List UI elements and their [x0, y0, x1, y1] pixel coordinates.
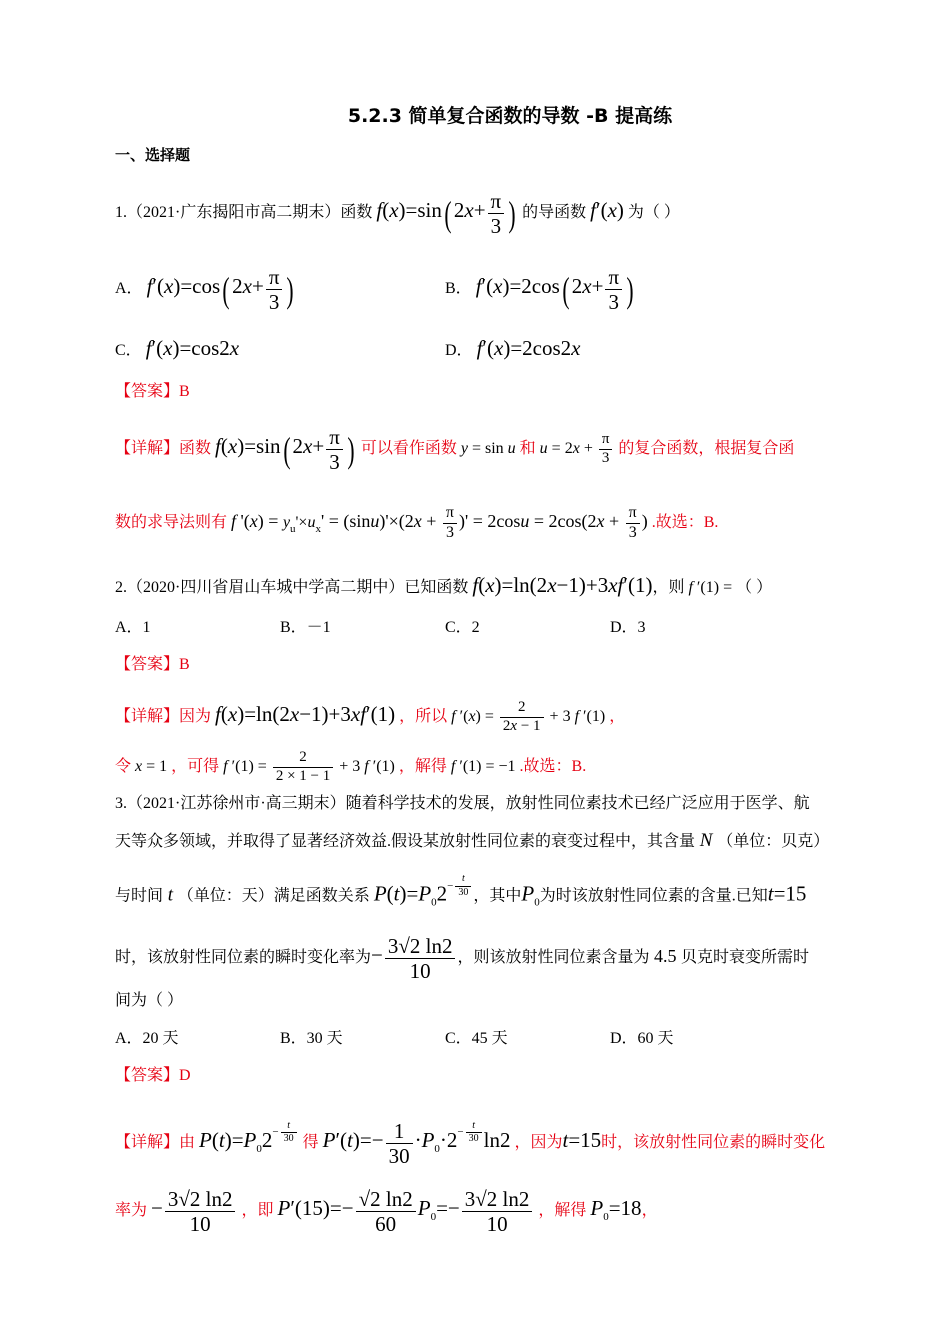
q2-detail-line1: 【详解】因为 f(x)=ln(2x−1)+3xf′(1) ，所以 f ′(x) = $\frac{2}{2x - 1}$ + 3 f ′(1) ，	[115, 699, 626, 734]
q3-detail-line1: 【详解】由 $P(t)=P_02^{- \frac{t}{30}}$ 得 P′(t)=− $\frac{1}{30}$ $\cdot P_0\cdot 2^{- \frac{t}{30}}$ ln2 ，因为t=15时，该放射性同位素的瞬时变化	[115, 1119, 826, 1169]
q1-function: f	[376, 198, 383, 223]
q3-option-b: B．30 天	[280, 1030, 343, 1047]
q3-line3: 与时间 t （单位：天）满足函数关系 $P(t)=P_02^{- \frac{t}{30}}$ ，其中$P_0$为时该放射性同位素的含量.已知t=15	[115, 873, 807, 909]
q1-stem-post: 为（ ）	[627, 204, 680, 222]
q3-option-d: D．60 天	[610, 1030, 674, 1047]
q1-option-c: C． f′(x)=cos2x	[115, 336, 240, 360]
q3-option-c: C．45 天	[445, 1030, 508, 1047]
q3-line5: 间为（ ）	[115, 992, 184, 1009]
q1-stem-pre: 1.（2021·广东揭阳市高二期末）函数	[115, 204, 373, 222]
q3-option-a: A．20 天	[115, 1030, 179, 1047]
q1-option-d: D． f′(x)=2cos2x	[445, 336, 581, 360]
q3-detail-line2: 率为 − $\frac{3√2 \ln 2}{10}$ ，即 P′(15)=− $\frac{√2 \ln 2}{60}$ $P_0=-$ $\frac{3√2 \ln 2}{10}$ ，解得 $P_0=18$，	[115, 1187, 658, 1237]
q1-detail-line2: 数的求导法则有 f '$(x) = y_u'\times u_x' = (\sin u)'\times(2x$ + $\frac{\pi}{3}$ )' = 2cosu = 2cos(2x + $\frac{\pi}{3}$ ) .故选：B.	[115, 504, 719, 541]
page-title: 5.2.3 简单复合函数的导数 -B 提高练	[347, 105, 673, 127]
q1-detail-line1: 【详解】函数 f(x)=sin( 2x+ $\frac{\pi}{3}$ ) 可以看作函数 y = sin u 和 u = 2x + $\frac{\pi}{3}$ 的复合函数，根据复合函	[115, 425, 795, 475]
q3-line4: 时，该放射性同位素的瞬时变化率为− $\frac{3√2 \ln 2}{10}$ ，则该放射性同位素含量为 4.5 贝克时衰变所需时	[115, 934, 810, 984]
q1-stem: 1.（2021·广东揭阳市高二期末）函数 f(x)=sin( 2x+ $\frac{\pi}{3}$ ) 的导函数 f′(x) 为（ ）	[115, 189, 680, 239]
q3-line1: 3.（2021·江苏徐州市·高三期末）随着科学技术的发展，放射性同位素技术已经广泛应用于医学、航	[115, 795, 810, 812]
q2-stem: 2.（2020·四川省眉山车城中学高二期中）已知函数 f(x)=ln(2x−1)+3xf′(1)，则 f ′(1) = （ ）	[115, 573, 773, 597]
q2-option-b: B．－1	[280, 619, 331, 636]
q2-answer: 【答案】B	[115, 656, 190, 673]
q1-answer: 【答案】B	[115, 383, 190, 400]
q3-line2: 天等众多领域，并取得了显著经济效益.假设某放射性同位素的衰变过程中，其含量 N （单位：贝克）	[115, 830, 830, 851]
q1-option-b: B． f′(x)=2cos( 2x+ $\frac{\pi}{3}$ )	[445, 265, 634, 315]
section-heading: 一、选择题	[115, 146, 191, 164]
q2-detail-line2: 令 x = 1 ，可得 f ′(1) = $\frac{2}{2 \times 1 - 1}$ + 3 f ′(1) ，解得 f ′(1) = −1 .故选：B.	[115, 749, 587, 784]
q1-option-a: A． f′(x)=cos( 2x+ $\frac{\pi}{3}$ )	[115, 265, 295, 315]
q3-answer: 【答案】D	[115, 1067, 191, 1084]
q2-option-d: D．3	[610, 619, 646, 636]
q1-stem-mid: 的导函数	[522, 204, 587, 222]
q2-option-c: C．2	[445, 619, 480, 636]
q2-option-a: A．1	[115, 619, 151, 636]
